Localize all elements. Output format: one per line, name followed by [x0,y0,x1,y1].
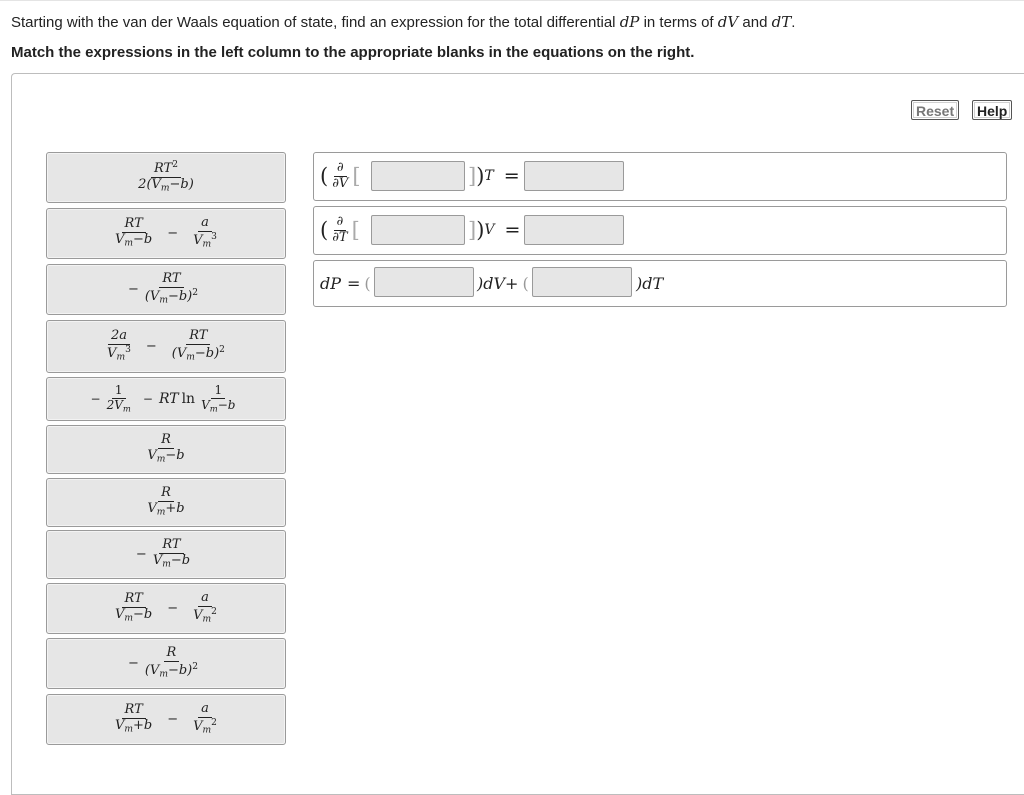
expression-tile-1[interactable]: $\frac{RT^2}{2(V_m-b)}$ [46,152,286,203]
drop-blank-1b[interactable] [524,161,624,191]
drop-blank-2a[interactable] [371,215,465,245]
question-text: Starting with the van der Waals equation of state, find an expression for the total differential dP in terms of dV and dT. [11,13,796,31]
expression-tile-2[interactable]: $\frac{RT}{V_m-b}$ − $\frac{a}{V_m^3}$ [46,208,286,259]
reset-button[interactable]: Reset [911,100,959,120]
expression-tile-8[interactable]: − $\frac{RT}{V_m-b}$ [46,530,286,579]
expression-tile-11[interactable]: $\frac{RT}{V_m+b}$ − $\frac{a}{V_m^2}$ [46,694,286,745]
equation-row-1: ( $\frac{\partial}{\partial V}$ [ ] ) T = [313,152,1007,201]
drop-blank-3a[interactable] [374,267,474,297]
equation-row-2: ( $\frac{\partial}{\partial T}$ [ ] ) V = [313,206,1007,255]
help-button[interactable]: Help [972,100,1012,120]
top-divider [0,0,1024,1]
drop-blank-3b[interactable] [532,267,632,297]
equation-row-3: dP = ( )dV+ ( )dT [313,260,1007,307]
expression-tile-3[interactable]: − $\frac{RT}{(V_m-b)^2}$ [46,264,286,315]
expression-tile-7[interactable]: $\frac{R}{V_m+b}$ [46,478,286,527]
expression-tile-6[interactable]: $\frac{R}{V_m-b}$ [46,425,286,474]
expression-tile-4[interactable]: $\frac{2a}{V_m^3}$ − $\frac{RT}{(V_m-b)^2}$ [46,320,286,373]
expression-tile-10[interactable]: − $\frac{R}{(V_m-b)^2}$ [46,638,286,689]
expression-tile-5[interactable]: − $\frac{1}{2V_m}$ − RT ln $\frac{1}{V_m-b}$ [46,377,286,421]
expression-tile-9[interactable]: $\frac{RT}{V_m-b}$ − $\frac{a}{V_m^2}$ [46,583,286,634]
drop-blank-1a[interactable] [371,161,465,191]
instruction-text: Match the expressions in the left column to the appropriate blanks in the equations on the right. [11,44,695,61]
drop-blank-2b[interactable] [524,215,624,245]
